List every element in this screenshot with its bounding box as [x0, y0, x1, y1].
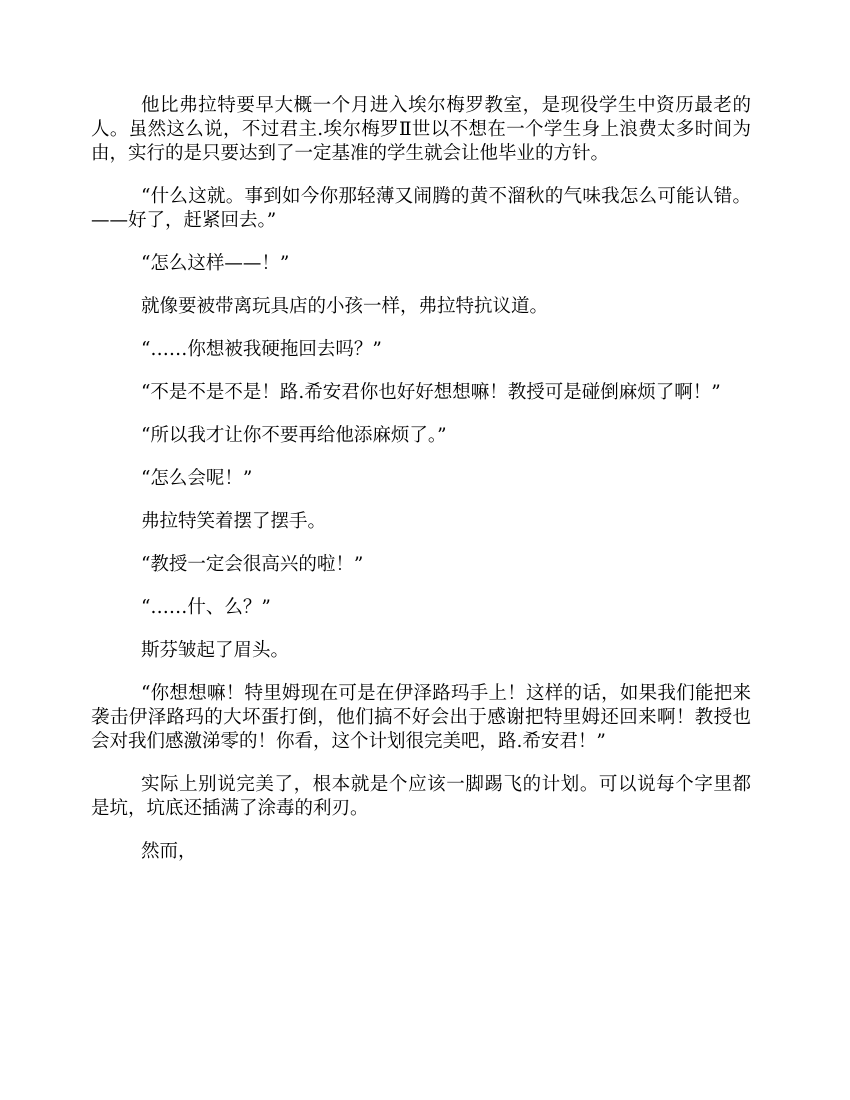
paragraph: “怎么会呢！” [140, 468, 253, 489]
paragraph: “……什、么？” [140, 597, 271, 618]
paragraph: 就像要被带离玩具店的小孩一样，弗拉特抗议道。 [140, 296, 548, 317]
paragraph: “不是不是不是！路.希安君你也好好想想嘛！教授可是碰倒麻烦了啊！” [140, 382, 721, 403]
paragraph: “……你想被我硬拖回去吗？” [140, 339, 382, 360]
paragraph: “你想想嘛！特里姆现在可是在伊泽路玛手上！这样的话，如果我们能把来袭击伊泽路玛的大坏蛋打倒，他们搞不好会出于感谢把特里姆还回来啊！教授也会对我们感激涕零的！你看，这个计划很完美吧，路.希安君！” [91, 683, 751, 752]
document-body [91, 94, 751, 883]
paragraph: “教授一定会很高兴的啦！” [140, 554, 364, 575]
paragraph: 他比弗拉特要早大概一个月进入埃尔梅罗教室，是现役学生中资历最老的人。虽然这么说，不过君主.埃尔梅罗Ⅱ世以不想在一个学生身上浪费太多时间为由，实行的是只要达到了一定基准的学生就会让他毕业的方针。 [91, 95, 751, 164]
paragraph: 然而， [140, 841, 197, 862]
paragraph: 弗拉特笑着摆了摆手。 [140, 511, 326, 532]
paragraph: 斯芬皱起了眉头。 [140, 640, 289, 661]
paragraph: “所以我才让你不要再给他添麻烦了。” [140, 425, 447, 446]
paragraph: “怎么这样——！” [140, 253, 290, 274]
paragraph: 实际上别说完美了，根本就是个应该一脚踢飞的计划。可以说每个字里都是坑，坑底还插满了涂毒的利刃。 [91, 774, 751, 819]
paragraph: “什么这就。事到如今你那轻薄又闹腾的黄不溜秋的气味我怎么可能认错。——好了，赶紧回去。” [91, 186, 751, 231]
